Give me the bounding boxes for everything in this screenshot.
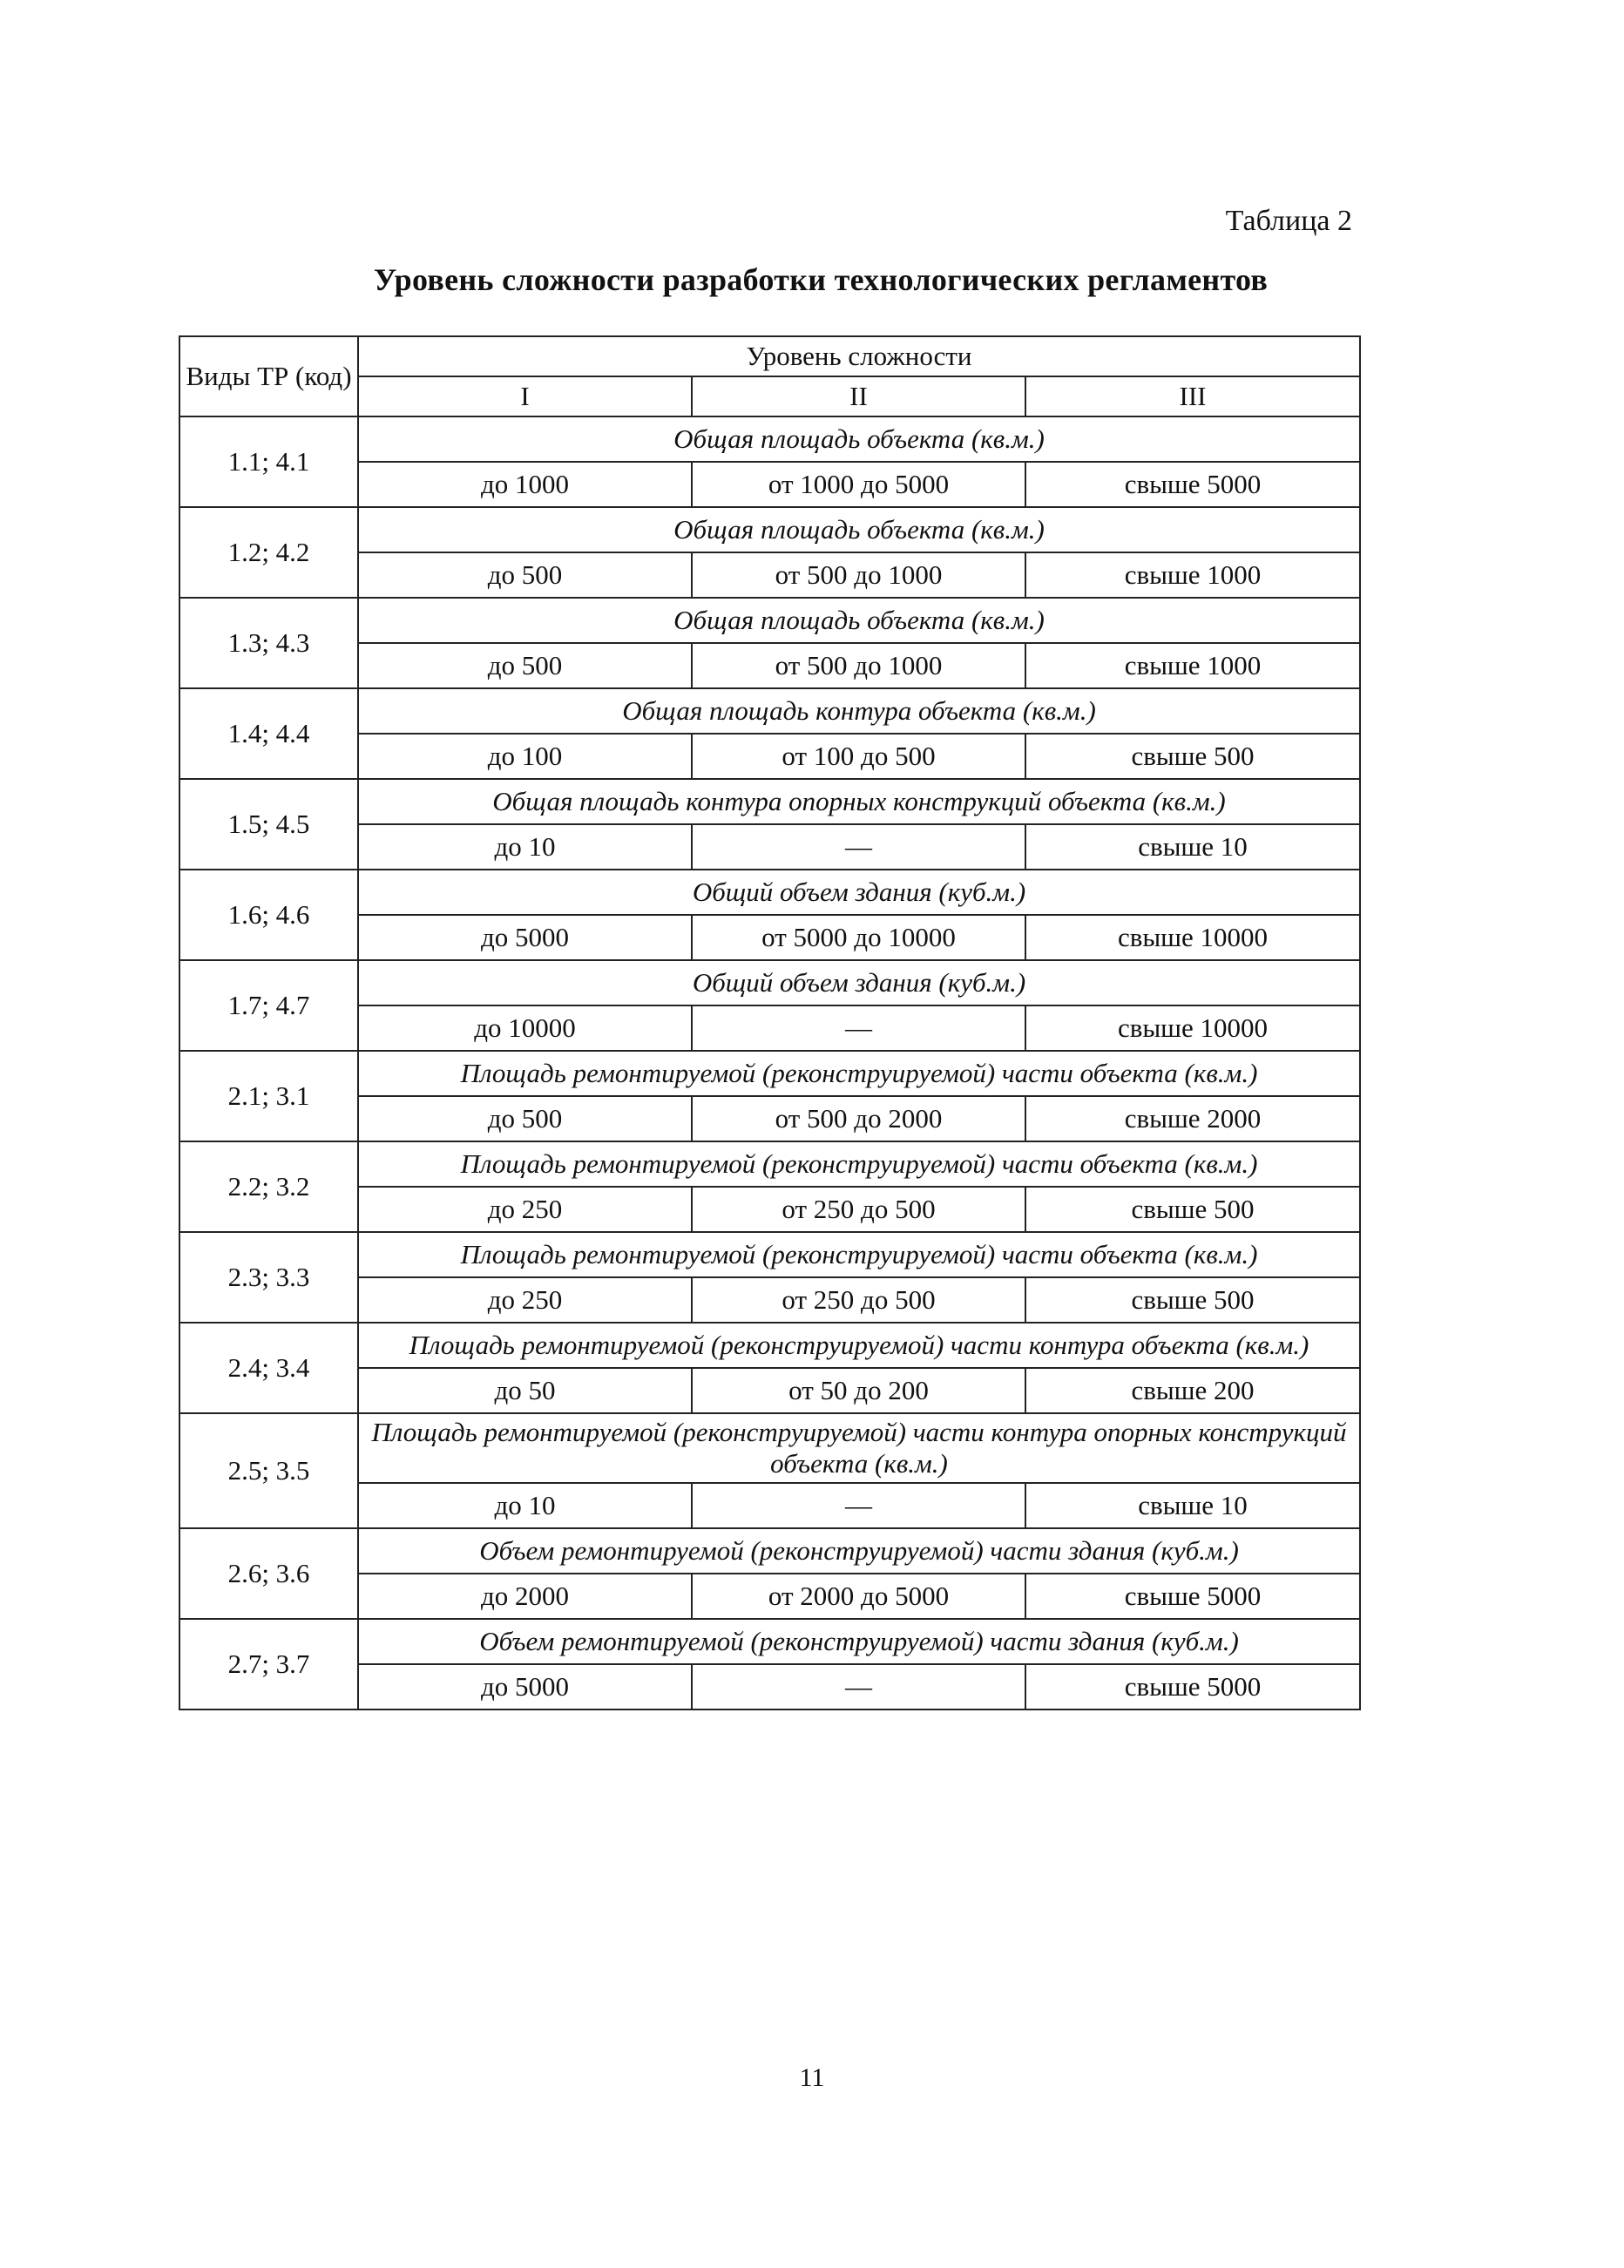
row-parameter: Общая площадь объекта (кв.м.) (358, 507, 1360, 552)
row-value-level-3: свыше 10000 (1025, 915, 1360, 960)
row-value-level-1: до 500 (358, 552, 692, 598)
row-code: 1.3; 4.3 (179, 598, 358, 688)
row-code: 2.6; 3.6 (179, 1528, 358, 1619)
row-value-level-1: до 100 (358, 734, 692, 779)
row-value-level-3: свыше 1000 (1025, 643, 1360, 688)
row-parameter: Площадь ремонтируемой (реконструируемой) части контура объекта (кв.м.) (358, 1323, 1360, 1368)
row-value-level-3: свыше 500 (1025, 1187, 1360, 1232)
table-row (179, 688, 1360, 734)
table-row (179, 1323, 1360, 1368)
row-parameter: Площадь ремонтируемой (реконструируемой) части объекта (кв.м.) (358, 1051, 1360, 1096)
row-code: 1.2; 4.2 (179, 507, 358, 598)
row-code: 2.2; 3.2 (179, 1141, 358, 1232)
table-row (179, 1141, 1360, 1187)
row-value-level-1: до 10 (358, 1483, 692, 1528)
row-parameter: Объем ремонтируемой (реконструируемой) части здания (куб.м.) (358, 1619, 1360, 1664)
row-parameter: Общая площадь объекта (кв.м.) (358, 416, 1360, 462)
row-value-level-1: до 10000 (358, 1005, 692, 1051)
header-code-column: Виды ТР (код) (179, 336, 358, 416)
row-parameter: Объем ремонтируемой (реконструируемой) части здания (куб.м.) (358, 1528, 1360, 1574)
row-code: 1.7; 4.7 (179, 960, 358, 1051)
row-value-level-2: от 250 до 500 (692, 1277, 1025, 1323)
row-value-level-3: свыше 200 (1025, 1368, 1360, 1413)
row-parameter: Общий объем здания (куб.м.) (358, 870, 1360, 915)
row-code: 2.5; 3.5 (179, 1413, 358, 1528)
row-value-level-1: до 10 (358, 824, 692, 870)
table-row (179, 416, 1360, 462)
row-value-level-3: свыше 5000 (1025, 1574, 1360, 1619)
page-number: 11 (799, 2063, 825, 2092)
row-value-level-1: до 500 (358, 1096, 692, 1141)
row-code: 1.5; 4.5 (179, 779, 358, 870)
table-row (179, 1413, 1360, 1483)
row-parameter: Общий объем здания (куб.м.) (358, 960, 1360, 1005)
row-value-level-1: до 50 (358, 1368, 692, 1413)
row-value-level-3: свыше 5000 (1025, 1664, 1360, 1709)
row-value-level-3: свыше 500 (1025, 1277, 1360, 1323)
header-level: Уровень сложности (358, 336, 1360, 376)
row-value-level-1: до 500 (358, 643, 692, 688)
row-parameter: Общая площадь объекта (кв.м.) (358, 598, 1360, 643)
row-code: 2.4; 3.4 (179, 1323, 358, 1413)
row-value-level-2: — (692, 1483, 1025, 1528)
row-parameter: Площадь ремонтируемой (реконструируемой) части объекта (кв.м.) (358, 1141, 1360, 1187)
row-code: 2.1; 3.1 (179, 1051, 358, 1141)
table-row (179, 598, 1360, 643)
row-value-level-1: до 2000 (358, 1574, 692, 1619)
table-row (179, 1232, 1360, 1277)
row-value-level-2: от 1000 до 5000 (692, 462, 1025, 507)
row-code: 1.4; 4.4 (179, 688, 358, 779)
row-value-level-3: свыше 5000 (1025, 462, 1360, 507)
table-row (179, 1051, 1360, 1096)
row-value-level-3: свыше 1000 (1025, 552, 1360, 598)
header-level-1: I (358, 376, 692, 416)
row-value-level-2: от 500 до 1000 (692, 552, 1025, 598)
row-parameter: Общая площадь контура объекта (кв.м.) (358, 688, 1360, 734)
row-value-level-1: до 250 (358, 1187, 692, 1232)
row-value-level-2: от 500 до 2000 (692, 1096, 1025, 1141)
header-row (179, 336, 1360, 376)
row-value-level-3: свыше 2000 (1025, 1096, 1360, 1141)
row-code: 2.3; 3.3 (179, 1232, 358, 1323)
row-value-level-2: от 100 до 500 (692, 734, 1025, 779)
row-parameter: Общая площадь контура опорных конструкций объекта (кв.м.) (358, 779, 1360, 824)
row-value-level-1: до 5000 (358, 1664, 692, 1709)
table-row (179, 507, 1360, 552)
row-value-level-1: до 250 (358, 1277, 692, 1323)
table-label: Таблица 2 (1225, 205, 1352, 237)
row-value-level-1: до 1000 (358, 462, 692, 507)
row-value-level-2: — (692, 824, 1025, 870)
table-row (179, 870, 1360, 915)
row-value-level-3: свыше 10 (1025, 1483, 1360, 1528)
header-level-2: II (692, 376, 1025, 416)
row-value-level-2: — (692, 1664, 1025, 1709)
row-value-level-2: от 500 до 1000 (692, 643, 1025, 688)
row-value-level-3: свыше 10 (1025, 824, 1360, 870)
row-code: 1.6; 4.6 (179, 870, 358, 960)
row-value-level-3: свыше 500 (1025, 734, 1360, 779)
table-row (179, 779, 1360, 824)
table-row (179, 960, 1360, 1005)
header-level-3: III (1025, 376, 1360, 416)
table-row (179, 1528, 1360, 1574)
complexity-table (179, 335, 1361, 1710)
table-row (179, 1619, 1360, 1664)
row-parameter: Площадь ремонтируемой (реконструируемой) части объекта (кв.м.) (358, 1232, 1360, 1277)
row-value-level-2: от 250 до 500 (692, 1187, 1025, 1232)
row-value-level-3: свыше 10000 (1025, 1005, 1360, 1051)
row-value-level-1: до 5000 (358, 915, 692, 960)
table-title: Уровень сложности разработки технологических регламентов (373, 262, 1269, 297)
row-code: 2.7; 3.7 (179, 1619, 358, 1709)
row-value-level-2: — (692, 1005, 1025, 1051)
row-value-level-2: от 2000 до 5000 (692, 1574, 1025, 1619)
row-parameter: Площадь ремонтируемой (реконструируемой) части контура опорных конструкций объекта (кв.м.) (358, 1413, 1360, 1483)
row-value-level-2: от 5000 до 10000 (692, 915, 1025, 960)
row-value-level-2: от 50 до 200 (692, 1368, 1025, 1413)
row-code: 1.1; 4.1 (179, 416, 358, 507)
